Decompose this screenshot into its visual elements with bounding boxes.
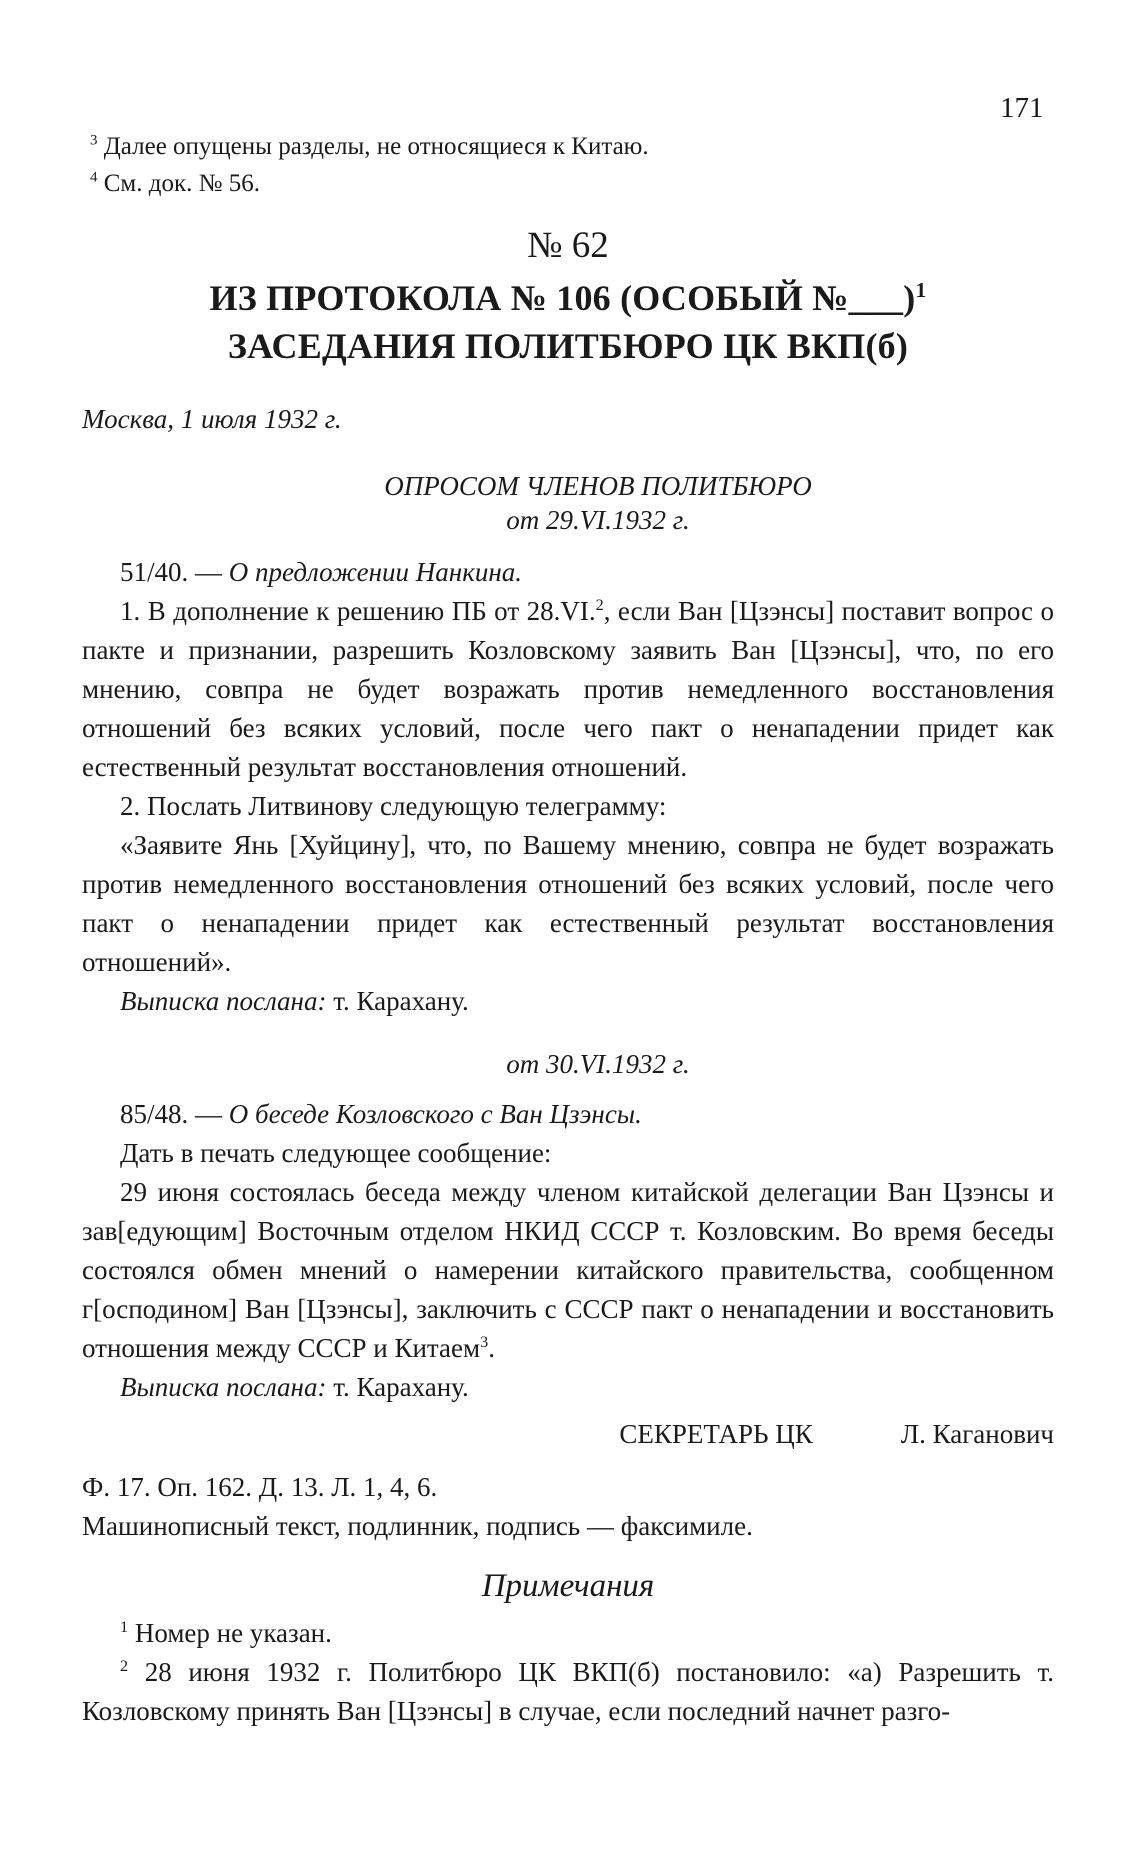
paragraph-5 — [82, 1173, 1054, 1368]
extract-note-2 — [82, 1368, 1054, 1407]
footnote-mark: 2 — [595, 596, 604, 614]
opros-date-2: от 30.VI.1932 г. — [506, 1049, 690, 1079]
signature-name: Л. Каганович — [900, 1419, 1054, 1449]
source-type: Машинописный текст, подлинник, подпись — факсимиле. — [82, 1511, 753, 1541]
opros-title: ОПРОСОМ ЧЛЕНОВ ПОЛИТБЮРО — [384, 471, 812, 501]
note-2 — [82, 1653, 1054, 1731]
footnote-mark: 1 — [120, 1618, 129, 1636]
extract-note-1 — [82, 982, 1054, 1021]
signature-block — [82, 1415, 1054, 1454]
note-text: 28 июня 1932 г. Политбюро ЦК ВКП(б) постановило: «а) Разрешить т. Козловскому принять Ван [Цзэнсы] в случае, если последний начнет разго- — [82, 1657, 1054, 1726]
extract-recipient: т. Карахану. — [326, 1372, 469, 1402]
document-number: № 62 — [527, 225, 609, 266]
top-footnote-4 — [82, 165, 1054, 202]
footnote-mark: 3 — [480, 1333, 489, 1351]
footnote-text: См. док. № 56. — [97, 170, 260, 197]
opros-date-1: от 29.VI.1932 г. — [506, 505, 690, 535]
footnote-mark: 2 — [120, 1657, 129, 1675]
paragraph-text: . — [488, 1333, 495, 1363]
paragraph-2: 2. Послать Литвинову следующую телеграмму: — [120, 791, 667, 821]
item-title: О предложении Нанкина. — [228, 557, 522, 587]
footnote-text: Далее опущены разделы, не относящиеся к Китаю. — [97, 133, 649, 160]
paragraph-text: 1. В дополнение к решению ПБ от 28.VI. — [120, 596, 596, 626]
document-heading — [82, 274, 1054, 370]
heading-line1-a: ИЗ ПРОТОКОЛА № 106 (ОСОБЫЙ № — [209, 278, 849, 318]
signature-role: СЕКРЕТАРЬ ЦК — [619, 1419, 813, 1449]
heading-line2: ЗАСЕДАНИЯ ПОЛИТБЮРО ЦК ВКП(б) — [227, 326, 909, 366]
page-number: 171 — [1000, 92, 1044, 124]
paragraph-1 — [82, 592, 1054, 787]
extract-label: Выписка послана: — [120, 1372, 327, 1402]
paragraph-3: «Заявите Янь [Хуйцину], что, по Вашему мнению, совпра не будет возражать против немедленного восстановления отношений без всяких условий, после чего пакт о ненападении придет как естественный результат восстановления отношений». — [82, 830, 1054, 977]
paragraph-4: Дать в печать следующее сообщение: — [120, 1138, 552, 1168]
extract-label: Выписка послана: — [120, 986, 327, 1016]
extract-recipient: т. Карахану. — [326, 986, 469, 1016]
item-number: 85/48. — — [120, 1099, 229, 1129]
heading-footnote-mark: 1 — [915, 278, 927, 302]
paragraph-text: , если Ван [Цзэнсы] поставит вопрос о пакте и признании, разрешить Козловскому заявить Ван [Цзэнсы], что, по его мнению, совпра не будет возражать против немедленного восстановления отношений без всяких условий, после чего пакт о ненападении придет как естественный результат восстановления отношений. — [82, 596, 1054, 782]
place-date: Москва, 1 июля 1932 г. — [82, 404, 342, 434]
item-title: О беседе Козловского с Ван Цзэнсы. — [228, 1099, 642, 1129]
footnote-mark: 4 — [90, 169, 98, 186]
note-1 — [82, 1614, 1054, 1653]
page-body — [82, 128, 1054, 1731]
heading-line1-b: ) — [903, 278, 916, 318]
notes-title: Примечания — [481, 1568, 655, 1604]
item-number: 51/40. — — [120, 557, 229, 587]
note-text: Номер не указан. — [128, 1618, 332, 1648]
heading-blank: ___ — [848, 278, 904, 318]
paragraph-text: 29 июня состоялась беседа между членом китайской делегации Ван Цзэнсы и зав[едующим] Восточным отделом НКИД СССР т. Козловским. Во время беседы состоялся обмен мнений о намерении китайского правительства, сообщенном г[осподином] Ван [Цзэнсы], заключить с СССР пакт о ненападении и восстановить отношения между СССР и Китаем — [82, 1177, 1054, 1363]
top-footnote-3 — [82, 128, 1054, 165]
item-1-heading — [82, 553, 1054, 592]
archive-source: Ф. 17. Оп. 162. Д. 13. Л. 1, 4, 6. — [82, 1472, 438, 1502]
item-2-heading — [82, 1095, 1054, 1134]
footnote-mark: 3 — [90, 132, 98, 149]
